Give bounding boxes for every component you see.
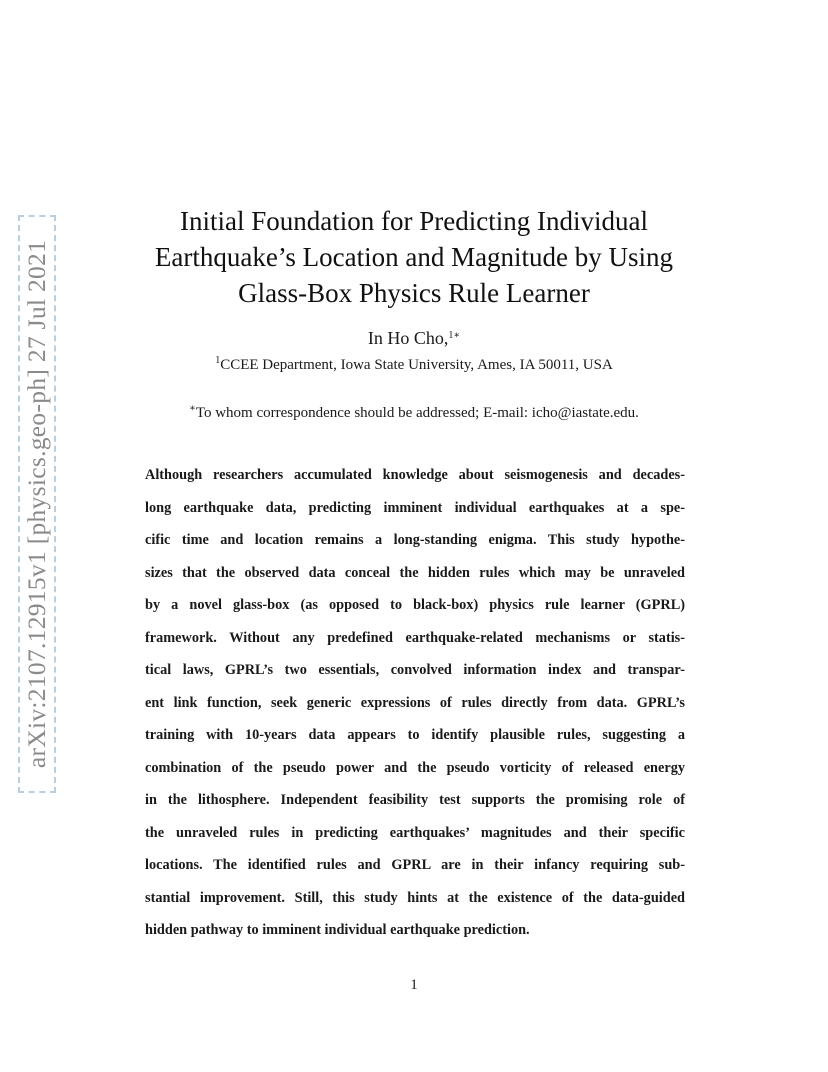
title-line: Initial Foundation for Predicting Individual [180, 206, 648, 236]
arxiv-identifier[interactable]: arXiv:2107.12915v1 [physics.geo-ph] 27 Jul 2021 [22, 239, 51, 769]
abstract-line: ent link function, seek generic expressions of rules directly from data. GPRL’s [145, 694, 685, 711]
abstract-line: training with 10-years data appears to identify plausible rules, suggesting a [145, 727, 685, 743]
abstract-line: locations. The identified rules and GPRL are in their infancy requiring sub- [145, 857, 685, 873]
abstract-line: in the lithosphere. Independent feasibility test supports the promising role of [145, 792, 685, 808]
paper-title [0, 203, 828, 311]
abstract-line: stantial improvement. Still, this study hints at the existence of the data-guided [145, 889, 685, 906]
title-line: Glass-Box Physics Rule Learner [238, 278, 590, 308]
correspondence-text: To whom correspondence should be addressed; E-mail: icho@iastate.edu. [195, 405, 639, 421]
abstract-line: cific time and location remains a long-standing enigma. This study hypothe- [145, 532, 685, 548]
author-marks: 1∗ [448, 330, 461, 341]
abstract-line: tical laws, GPRL’s two essentials, convolved information index and transpar- [145, 662, 685, 678]
affiliation [0, 355, 828, 375]
abstract-line: sizes that the observed data conceal the hidden rules which may be unraveled [145, 564, 685, 581]
correspondence-note [0, 403, 828, 423]
abstract-line: Although researchers accumulated knowledge about seismogenesis and decades- [145, 467, 685, 483]
affiliation-text: CCEE Department, Iowa State University, Ames, IA 50011, USA [220, 357, 613, 373]
abstract-line: long earthquake data, predicting imminent individual earthquakes at a spe- [145, 499, 685, 516]
page-number: 1 [410, 977, 418, 993]
abstract-line: framework. Without any predefined earthquake-related mechanisms or statis- [145, 629, 685, 646]
abstract-line: hidden pathway to imminent individual earthquake prediction. [145, 922, 530, 938]
author [0, 327, 828, 349]
affiliation-mark: 1 [215, 355, 221, 366]
correspondence-mark: ∗ [189, 403, 196, 414]
abstract [145, 464, 685, 952]
abstract-line: combination of the pseudo power and the pseudo vorticity of released energy [145, 759, 685, 776]
author-name: In Ho Cho, [367, 328, 449, 348]
abstract-line: the unraveled rules in predicting earthquakes’ magnitudes and their specific [145, 824, 685, 841]
abstract-line: by a novel glass-box (as opposed to black-box) physics rule learner (GPRL) [145, 597, 685, 613]
title-line: Earthquake’s Location and Magnitude by Using [154, 242, 674, 272]
